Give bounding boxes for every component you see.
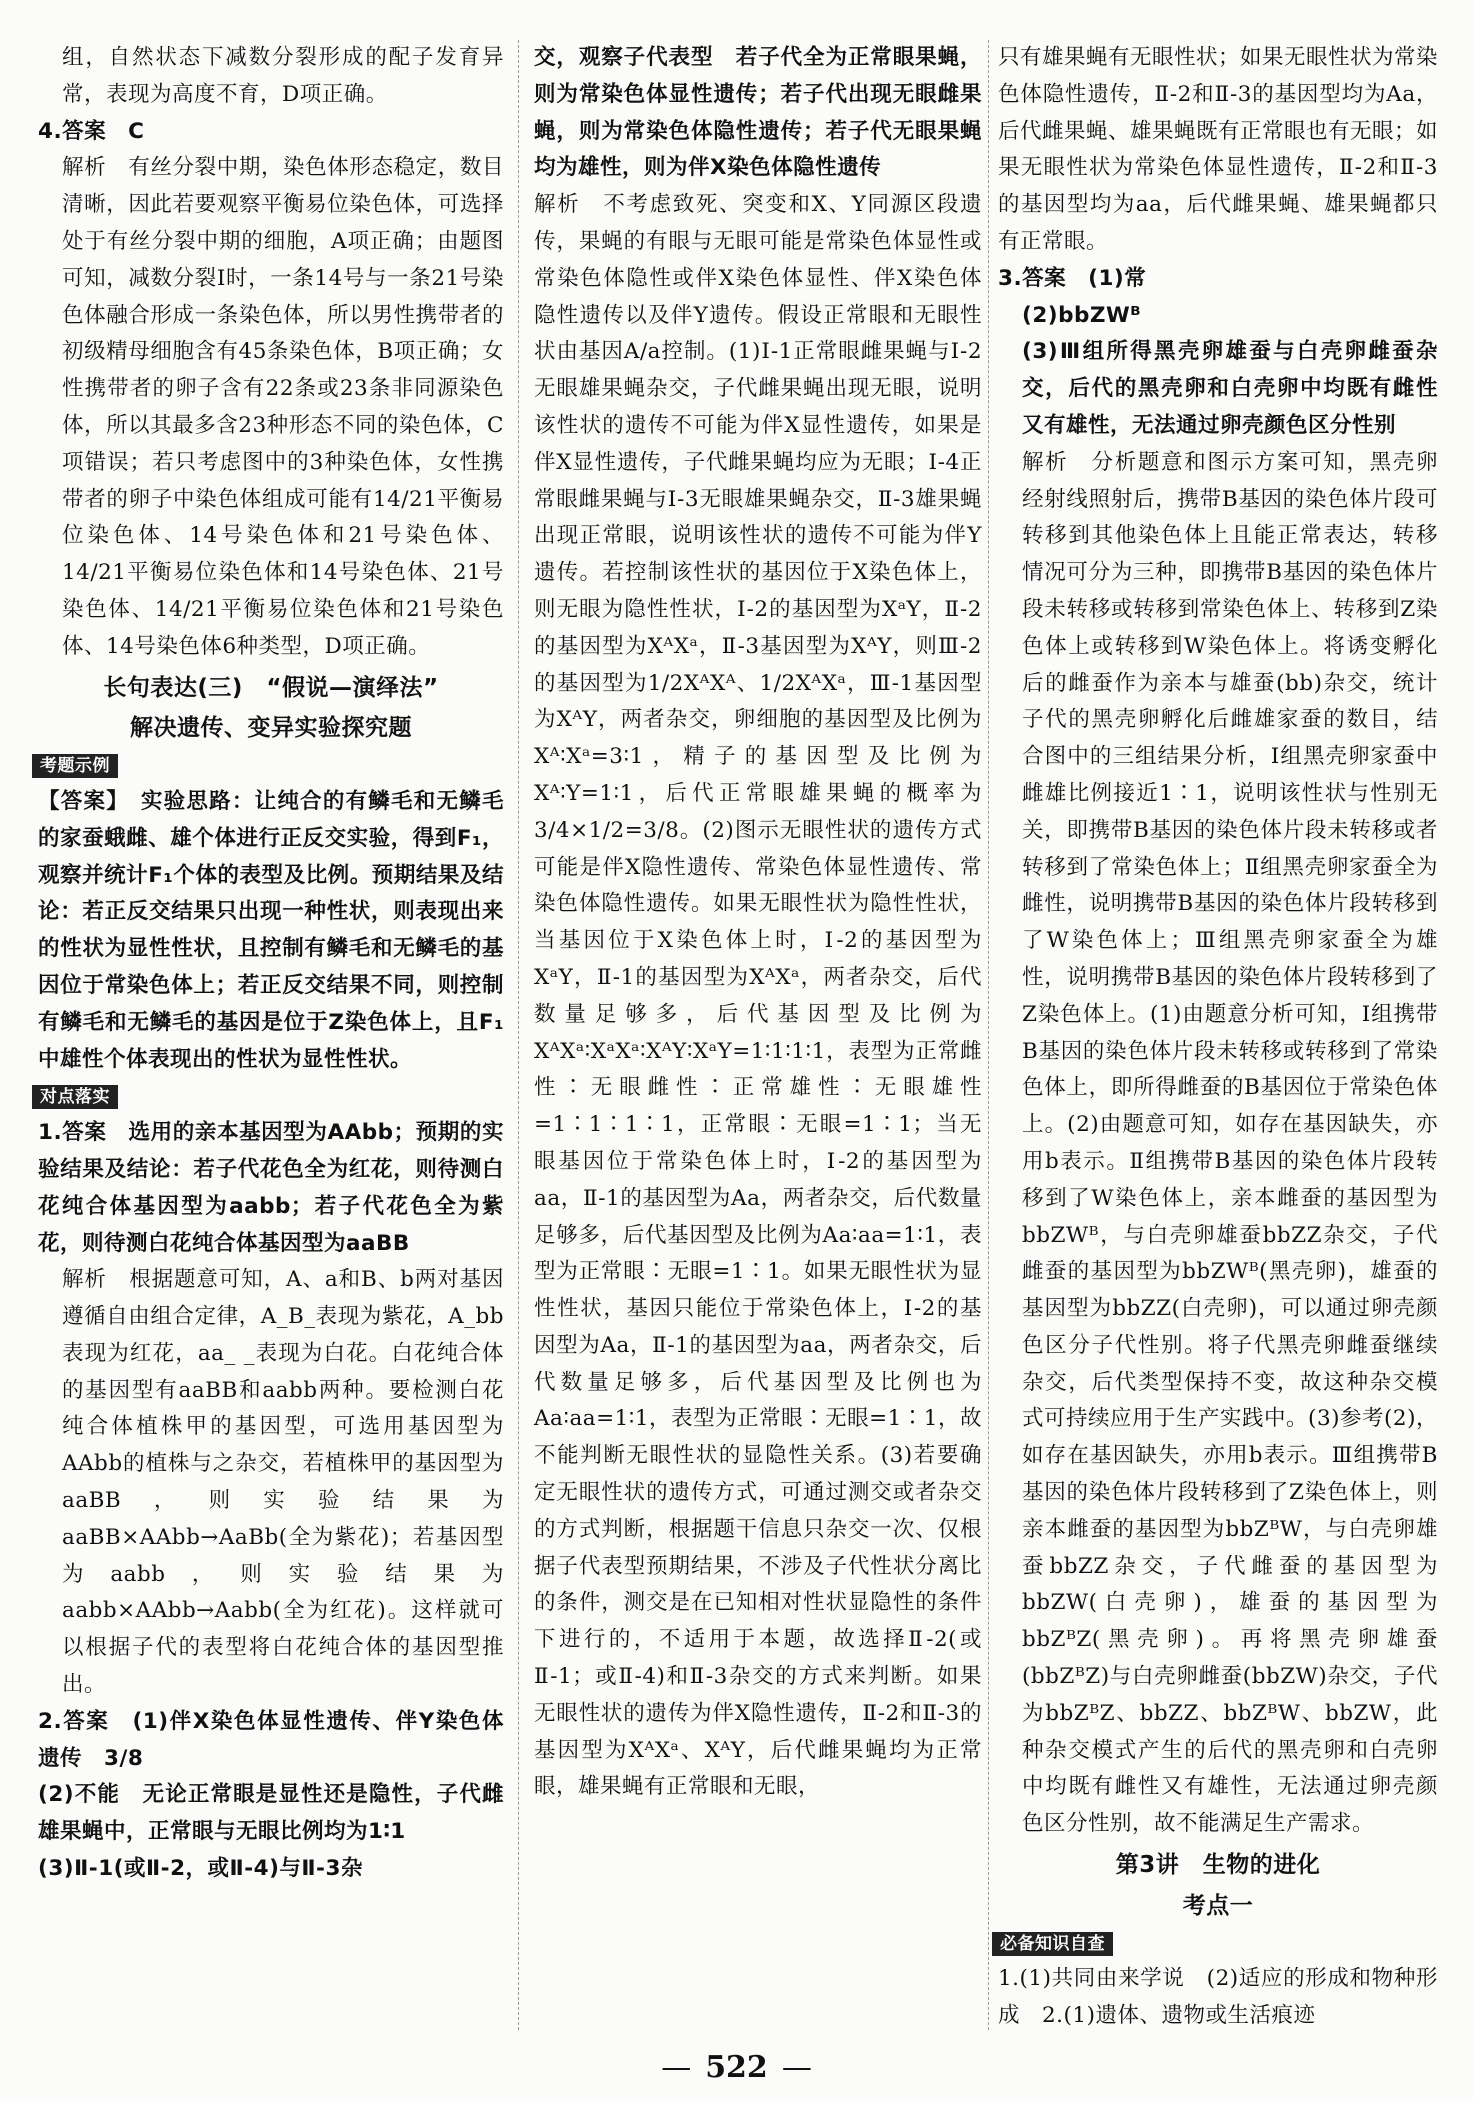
column-middle <box>534 40 982 1806</box>
section-title: 考点一 <box>1182 1892 1254 1919</box>
column-right <box>998 40 1438 2035</box>
section-tag: 必备知识自查 <box>992 1932 1113 1956</box>
answer-text: (2)不能 无论正常眼是显性还是隐性，子代雌雄果蝇中，正常眼与无眼比例均为1∶1 <box>38 1782 504 1845</box>
paragraph: 解析 分析题意和图示方案可知，黑壳卵经射线照射后，携带B基因的染色体片段可转移到其他染色体上且能正常表达，转移情况可分为三种，即携带B基因的染色体片段未转移或转移到常染色体上、转移到Z染色体上或转移到W染色体上。将诱变孵化后的雌蚕作为亲本与雄蚕(bb)杂交，统计子代的黑壳卵孵化后雌雄家蚕的数目，结合图中的三组结果分析，Ⅰ组黑壳卵家蚕中雌雄比例接近1∶1，说明该性状与性别无关，即携带B基因的染色体片段未转移或者转移到了常染色体上；Ⅱ组黑壳卵家蚕全为雌性，说明携带B基因的染色体片段转移到了W染色体上；Ⅲ组黑壳卵家蚕全为雄性，说明携带B基因的染色体片段转移到了Z染色体上。(1)由题意分析可知，Ⅰ组携带B基因的染色体片段未转移或转移到了常染色体上，即所得雌蚕的B基因位于常染色体上。(2)由题意可知，如存在基因缺失，亦用b表示。Ⅱ组携带B基因的染色体片段转移到了W染色体上，亲本雌蚕的基因型为bbZWᴮ，与白壳卵雄蚕bbZZ杂交，子代雌蚕的基因型为bbZWᴮ(黑壳卵)，雄蚕的基因型为bbZZ(白壳卵)，可以通过卵壳颜色区分子代性别。将子代黑壳卵雌蚕继续杂交，后代类型保持不变，故这种杂交模式可持续应用于生产实践中。(3)参考(2)，如存在基因缺失，亦用b表示。Ⅲ组携带B基因的染色体片段转移到了Z染色体上，则亲本雌蚕的基因型为bbZᴮW，与白壳卵雄蚕bbZZ杂交，子代雌蚕的基因型为bbZW(白壳卵)，雄蚕的基因型为bbZᴮZ(黑壳卵)。再将黑壳卵雄蚕(bbZᴮZ)与白壳卵雌蚕(bbZW)杂交，子代为bbZᴮZ、bbZZ、bbZᴮW、bbZW，此种杂交模式产生的后代的黑壳卵和白壳卵中均既有雌性又有雄性，无法通过卵壳颜色区分性别，故不能满足生产需求。 <box>1022 449 1438 1837</box>
paragraph: 1.(1)共同由来学说 (2)适应的形成和物种形成 2.(1)遗体、遗物或生活痕迹 <box>998 1966 1438 2029</box>
column-divider <box>988 40 989 2030</box>
paragraph: 解析 不考虑致死、突变和X、Y同源区段遗传，果蝇的有眼与无眼可能是常染色体显性或常染色体隐性或伴X染色体显性、伴X染色体隐性遗传以及伴Y遗传。假设正常眼和无眼性状由基因A/a控制。(1)Ⅰ-1正常眼雌果蝇与Ⅰ-2无眼雄果蝇杂交，子代雌果蝇出现无眼，说明该性状的遗传不可能为伴X显性遗传，如果是伴X显性遗传，子代雌果蝇均应为无眼；Ⅰ-4正常眼雌果蝇与Ⅰ-3无眼雄果蝇杂交，Ⅱ-3雄果蝇出现正常眼，说明该性状的遗传不可能为伴Y遗传。若控制该性状的基因位于X染色体上，则无眼为隐性性状，Ⅰ-2的基因型为XᵃY，Ⅱ-2的基因型为XᴬXᵃ，Ⅱ-3基因型为XᴬY，则Ⅲ-2的基因型为1/2XᴬXᴬ、1/2XᴬXᵃ，Ⅲ-1基因型为XᴬY，两者杂交，卵细胞的基因型及比例为Xᴬ∶Xᵃ=3∶1，精子的基因型及比例为Xᴬ∶Y=1∶1，后代正常眼雄果蝇的概率为3/4×1/2=3/8。(2)图示无眼性状的遗传方式可能是伴X隐性遗传、常染色体显性遗传、常染色体隐性遗传。如果无眼性状为隐性性状，当基因位于X染色体上时，Ⅰ-2的基因型为XᵃY，Ⅱ-1的基因型为XᴬXᵃ，两者杂交，后代数量足够多，后代基因型及比例为XᴬXᵃ∶XᵃXᵃ∶XᴬY∶XᵃY=1∶1∶1∶1，表型为正常雌性∶无眼雌性∶正常雄性∶无眼雄性=1∶1∶1∶1，正常眼∶无眼=1∶1；当无眼基因位于常染色体上时，Ⅰ-2的基因型为aa，Ⅱ-1的基因型为Aa，两者杂交，后代数量足够多，后代基因型及比例为Aa∶aa=1∶1，表型为正常眼∶无眼=1∶1。如果无眼性状为显性性状，基因只能位于常染色体上，Ⅰ-2的基因型为Aa，Ⅱ-1的基因型为aa，两者杂交，后代数量足够多，后代基因型及比例也为Aa∶aa=1∶1，表型为正常眼∶无眼=1∶1，故不能判断无眼性状的显隐性关系。(3)若要确定无眼性状的遗传方式，可通过测交或者杂交的方式判断，根据题干信息只杂交一次、仅根据子代表型预期结果，不涉及子代性状分离比的条件，测交是在已知相对性状显隐性的条件下进行的，不适用于本题，故选择Ⅱ-2(或Ⅱ-1；或Ⅱ-4)和Ⅱ-3杂交的方式来判断。如果无眼性状的遗传为伴X隐性遗传，Ⅱ-2和Ⅱ-3的基因型为XᴬXᵃ、XᴬY，后代雌果蝇均为正常眼，雄果蝇有正常眼和无眼， <box>534 192 982 1800</box>
answer-text: 4.答案 C <box>38 118 145 144</box>
page-footer <box>0 2050 1473 2085</box>
section-title: 长句表达(三) “假说—演绎法” <box>103 674 439 701</box>
section-tag: 考题示例 <box>32 754 118 778</box>
paragraph: 解析 有丝分裂中期，染色体形态稳定，数目清晰，因此若要观察平衡易位染色体，可选择处于有丝分裂中期的细胞，A项正确；由题图可知，减数分裂Ⅰ时，一条14号与一条21号染色体融合形成一条染色体，所以男性携带者的初级精母细胞含有45条染色体，B项正确；女性携带者的卵子含有22条或23条非同源染色体，所以其最多含23种形态不同的染色体，C项错误；若只考虑图中的3种染色体，女性携带者的卵子中染色体组成可能有14/21平衡易位染色体、14号染色体和21号染色体、14/21平衡易位染色体和14号染色体、21号染色体、14/21平衡易位染色体和21号染色体、14号染色体6种类型，D项正确。 <box>62 155 504 659</box>
section-title: 第3讲 生物的进化 <box>1115 1852 1321 1879</box>
page-number: 522 <box>705 2050 768 2085</box>
answer-text: 2.答案 (1)伴X染色体显性遗传、伴Y染色体遗传 3/8 <box>38 1708 504 1771</box>
paragraph: 组，自然状态下减数分裂形成的配子发育异常，表现为高度不育，D项正确。 <box>62 45 504 107</box>
footer-dash: — <box>661 2050 692 2085</box>
column-divider <box>518 40 519 2030</box>
section-tag: 对点落实 <box>32 1085 118 1109</box>
answer-text: 交，观察子代表型 若子代全为正常眼果蝇，则为常染色体显性遗传；若子代出现无眼雌果蝇，则为常染色体隐性遗传；若子代无眼果蝇均为雄性，则为伴X染色体隐性遗传 <box>534 45 982 181</box>
paragraph: 只有雄果蝇有无眼性状；如果无眼性状为常染色体隐性遗传，Ⅱ-2和Ⅱ-3的基因型均为Aa，后代雌果蝇、雄果蝇既有正常眼也有无眼；如果无眼性状为常染色体显性遗传，Ⅱ-2和Ⅱ-3的基因型均为aa，后代雌果蝇、雄果蝇都只有正常眼。 <box>998 45 1439 254</box>
answer-text: 3.答案 (1)常 <box>998 265 1147 291</box>
paragraph: 解析 根据题意可知，A、a和B、b两对基因遵循自由组合定律，A_B_表现为紫花，A_bb表现为红花，aa_ _表现为白花。白花纯合体的基因型有aaBB和aabb两种。要检测白花纯合体植株甲的基因型，可选用基因型为AAbb的植株与之杂交，若植株甲的基因型为aaBB，则实验结果为aaBB×AAbb→AaBb(全为紫花)；若基因型为aabb，则实验结果为aabb×AAbb→Aabb(全为红花)。这样就可以根据子代的表型将白花纯合体的基因型推出。 <box>62 1267 504 1698</box>
footer-dash: — <box>781 2050 812 2085</box>
answer-text: (3)Ⅱ-1(或Ⅱ-2，或Ⅱ-4)与Ⅱ-3杂 <box>38 1856 363 1882</box>
answer-text: (2)bbZWᴮ <box>1022 302 1142 328</box>
column-left <box>38 40 504 1888</box>
answer-text: 【答案】 实验思路：让纯合的有鳞毛和无鳞毛的家蚕蛾雌、雄个体进行正反交实验，得到F₁，观察并统计F₁个体的表型及比例。预期结果及结论：若正反交结果只出现一种性状，则表现出来的性状为显性性状，且控制有鳞毛和无鳞毛的基因位于常染色体上；若正反交结果不同，则控制有鳞毛和无鳞毛的基因是位于Z染色体上，且F₁中雄性个体表现出的性状为显性性状。 <box>38 788 504 1072</box>
answer-text: (3)Ⅲ组所得黑壳卵雄蚕与白壳卵雌蚕杂交，后代的黑壳卵和白壳卵中均既有雌性又有雄性，无法通过卵壳颜色区分性别 <box>1022 339 1438 438</box>
section-title: 解决遗传、变异实验探究题 <box>130 715 412 742</box>
answer-text: 1.答案 选用的亲本基因型为AAbb；预期的实验结果及结论：若子代花色全为红花，则待测白花纯合体基因型为aabb；若子代花色全为紫花，则待测白花纯合体基因型为aaBB <box>38 1120 504 1256</box>
